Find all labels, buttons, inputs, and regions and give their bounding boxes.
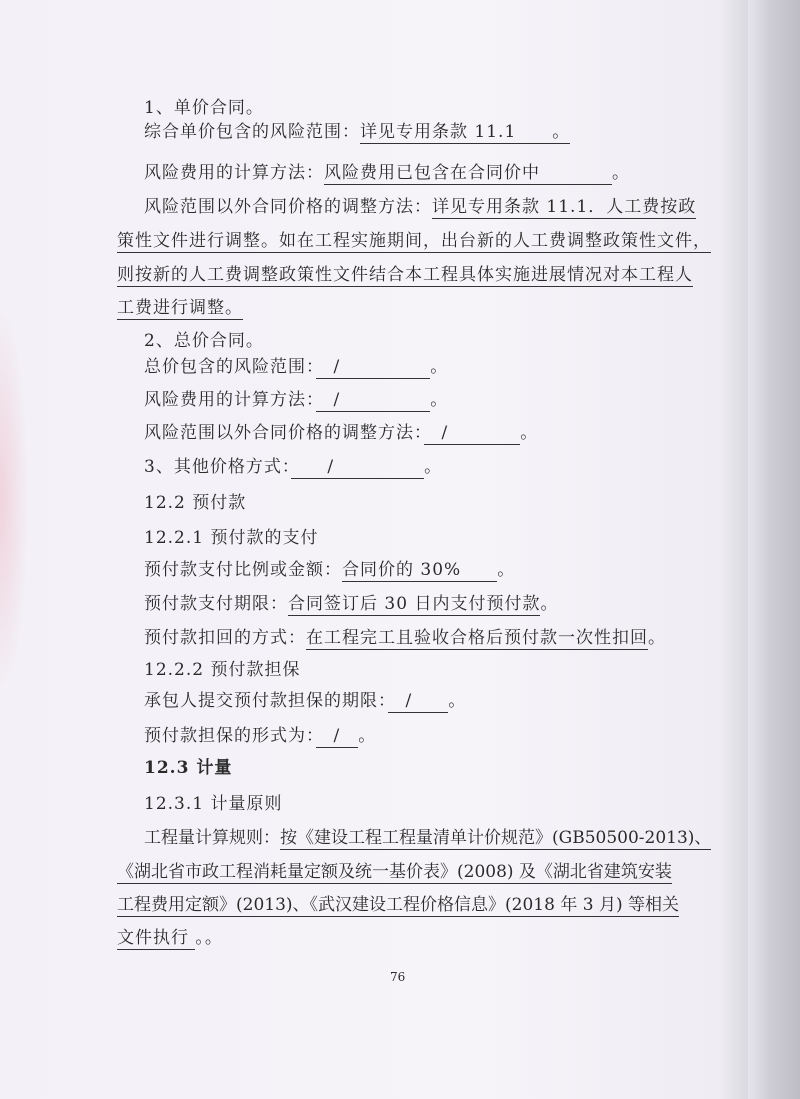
value: 风险费用已包含在合同价中 bbox=[324, 163, 612, 183]
measure-rule bbox=[144, 827, 711, 849]
label: 风险费用的计算方法： bbox=[144, 163, 324, 183]
end: 。 bbox=[612, 163, 630, 183]
label: 预付款支付比例或金额： bbox=[144, 560, 342, 580]
label: 风险费用的计算方法： bbox=[144, 390, 316, 410]
section1-adjust-cont: 则按新的人工费调整政策性文件结合本工程具体实施进展情况对本工程人 bbox=[117, 265, 693, 285]
page-number: 76 bbox=[390, 970, 406, 984]
guarantee-period bbox=[144, 690, 466, 712]
label: 预付款担保的形式为： bbox=[144, 726, 316, 746]
value: 合同价的 30% bbox=[342, 560, 498, 580]
end: 。 bbox=[430, 357, 449, 377]
value: 在工程完工且验收合格后预付款一次性扣回 bbox=[306, 628, 648, 648]
measure-rule-cont: 工程费用定额》(2013)、《武汉建设工程价格信息》(2018 年 3 月) 等相关 bbox=[117, 895, 679, 915]
end: 。 bbox=[648, 628, 666, 648]
label: 承包人提交预付款担保的期限： bbox=[144, 691, 388, 711]
label: 3、其他价格方式： bbox=[144, 457, 292, 477]
value: 按《建设工程工程量清单计价规范》(GB50500-2013)、 bbox=[280, 828, 712, 848]
value: / bbox=[387, 691, 449, 711]
end: 。 bbox=[540, 594, 559, 614]
end: 。 bbox=[430, 390, 449, 410]
end: 。 bbox=[448, 691, 467, 711]
heading-12-2-1: 12.2.1 预付款的支付 bbox=[144, 528, 319, 548]
section2-risk-calc bbox=[144, 389, 448, 411]
section2-adjust bbox=[144, 422, 538, 444]
label: 预付款扣回的方式： bbox=[144, 628, 306, 648]
value: 详见专用条款 11.1 。 bbox=[360, 122, 571, 142]
section1-risk-calc bbox=[144, 162, 630, 184]
prepay-period bbox=[144, 593, 558, 615]
measure-rule-cont: 文件执行 bbox=[117, 928, 196, 948]
value: / bbox=[315, 357, 431, 377]
scan-edge bbox=[748, 0, 800, 1099]
value: / bbox=[315, 726, 359, 746]
section1-adjust-cont: 工费进行调整。 bbox=[117, 298, 243, 318]
value: 详见专用条款 11.1．人工费按政 bbox=[432, 197, 697, 217]
section2-risk-scope bbox=[144, 356, 448, 378]
heading-12-2-2: 12.2.2 预付款担保 bbox=[144, 660, 301, 680]
measure-rule-cont: 《湖北省市政工程消耗量定额及统一基价表》(2008) 及《湖北省建筑安装 bbox=[117, 862, 672, 882]
section1-heading: 1、单价合同。 bbox=[144, 98, 264, 118]
prepay-ratio bbox=[144, 559, 515, 581]
heading-12-3: 12.3 计量 bbox=[144, 758, 233, 778]
label: 预付款支付期限： bbox=[144, 594, 288, 614]
value: / bbox=[291, 457, 425, 477]
end: 。 bbox=[358, 726, 377, 746]
section1-adjust bbox=[144, 196, 696, 218]
end: 。 bbox=[497, 560, 516, 580]
end: 。 bbox=[424, 457, 443, 477]
label: 综合单价包含的风险范围： bbox=[144, 122, 360, 142]
label: 总价包含的风险范围： bbox=[144, 357, 316, 377]
label: 工程量计算规则： bbox=[144, 828, 280, 848]
value: / bbox=[315, 390, 431, 410]
heading-12-2: 12.2 预付款 bbox=[144, 493, 247, 513]
section3-other bbox=[144, 456, 442, 478]
value: / bbox=[423, 423, 521, 443]
value: 合同签订后 30 日内支付预付款 bbox=[288, 594, 541, 614]
label: 风险范围以外合同价格的调整方法： bbox=[144, 197, 432, 217]
section1-risk-scope bbox=[144, 121, 570, 143]
section2-heading: 2、总价合同。 bbox=[144, 331, 264, 351]
end: 。。 bbox=[195, 928, 223, 948]
section1-adjust-cont: 策性文件进行调整。如在工程实施期间，出台新的人工费调整政策性文件， bbox=[117, 231, 711, 251]
end: 。 bbox=[520, 423, 539, 443]
label: 风险范围以外合同价格的调整方法： bbox=[144, 423, 424, 443]
stamp-stain bbox=[0, 300, 30, 700]
prepay-deduct bbox=[144, 627, 666, 649]
guarantee-form bbox=[144, 725, 376, 747]
heading-12-3-1: 12.3.1 计量原则 bbox=[144, 794, 283, 814]
